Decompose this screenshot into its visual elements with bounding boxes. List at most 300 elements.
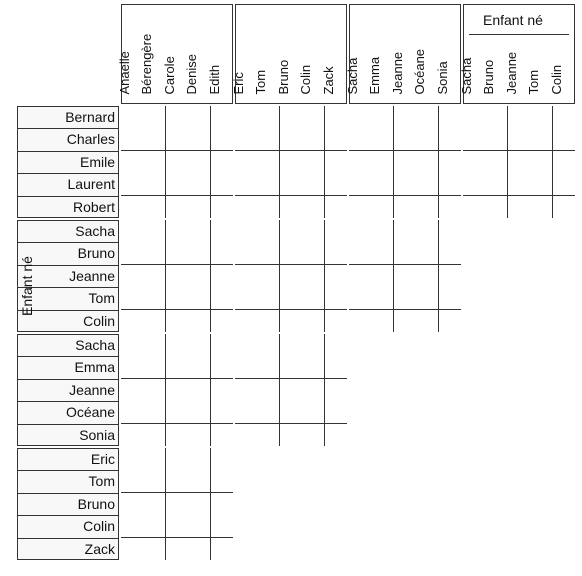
grid-cell[interactable] [121,379,144,402]
grid-cell[interactable] [121,470,144,493]
grid-cell[interactable] [530,173,553,196]
grid-cell[interactable] [235,151,258,174]
grid-cell[interactable] [394,196,417,218]
grid-cell[interactable] [371,242,394,265]
grid-cell[interactable] [211,151,233,174]
grid-cell[interactable] [439,310,461,332]
grid-cell[interactable] [121,106,144,129]
grid-cell[interactable] [416,220,439,243]
grid-cell[interactable] [143,401,166,424]
grid-cell[interactable] [166,379,189,402]
grid-cell[interactable] [553,106,575,129]
grid-cell[interactable] [463,173,486,196]
grid-cell[interactable] [508,106,531,129]
grid-cell[interactable] [371,265,394,288]
row-label: Sacha [75,223,115,239]
grid-cell[interactable] [280,220,303,243]
column-label [320,4,347,104]
grid-cell[interactable] [235,265,258,288]
grid-cell[interactable] [188,424,211,446]
grid-cell[interactable] [485,173,508,196]
grid-cell[interactable] [143,493,166,516]
grid-cell[interactable] [302,379,325,402]
grid-cell[interactable] [211,401,233,424]
grid-cell[interactable] [280,265,303,288]
grid-cell[interactable] [394,151,417,174]
grid-cell[interactable] [188,265,211,288]
grid-cell[interactable] [188,242,211,265]
grid-cell[interactable] [280,310,303,332]
grid-cell[interactable] [325,334,347,357]
grid-cell[interactable] [394,220,417,243]
grid-cell[interactable] [439,196,461,218]
grid-cell[interactable] [349,265,372,288]
grid-cell[interactable] [121,220,144,243]
grid-cell[interactable] [211,424,233,446]
grid-cell[interactable] [143,242,166,265]
column-label-text: Colin [298,64,314,95]
grid-cell[interactable] [302,173,325,196]
grid-cell[interactable] [143,424,166,446]
row-label: Tom [88,290,115,307]
grid-cell[interactable] [416,128,439,151]
grid-cell[interactable] [211,538,233,560]
grid-cell[interactable] [302,401,325,424]
grid-cell[interactable] [257,265,280,288]
grid-cell[interactable] [257,424,280,446]
row-label: Colin [83,518,115,535]
grid-cell[interactable] [188,379,211,402]
grid-cell[interactable] [235,356,258,379]
grid-cell[interactable] [280,356,303,379]
grid-cell[interactable] [349,287,372,310]
grid-cell[interactable] [211,128,233,151]
grid-cell[interactable] [121,493,144,516]
grid-cell[interactable] [211,334,233,357]
grid-cell[interactable] [394,265,417,288]
grid-cell[interactable] [188,310,211,332]
grid-cell[interactable] [188,356,211,379]
grid-cell[interactable] [121,310,144,332]
grid-cell[interactable] [166,287,189,310]
grid-cell[interactable] [349,106,372,129]
grid-cell[interactable] [280,424,303,446]
grid-cell[interactable] [530,151,553,174]
grid-cell[interactable] [349,151,372,174]
column-label-text: Jeanne [389,51,405,95]
grid-cell[interactable] [325,379,347,402]
grid-cell[interactable] [143,470,166,493]
grid-cell[interactable] [371,196,394,218]
grid-cell[interactable] [325,151,347,174]
grid-cell[interactable] [302,196,325,218]
row-label: Emile [79,153,115,170]
grid-cell[interactable] [463,151,486,174]
grid-cell[interactable] [485,128,508,151]
grid-cell[interactable] [325,220,347,243]
grid-cell[interactable] [143,356,166,379]
grid-cell[interactable] [121,515,144,538]
grid-cell[interactable] [371,151,394,174]
grid-cell[interactable] [166,334,189,357]
grid-cell[interactable] [349,310,372,332]
grid-cell[interactable] [121,287,144,310]
grid-cell[interactable] [394,310,417,332]
grid-cell[interactable] [143,151,166,174]
grid-cell[interactable] [188,151,211,174]
row-separator [17,493,119,494]
grid-cell[interactable] [416,173,439,196]
grid-cell[interactable] [302,220,325,243]
grid-block [349,106,461,218]
grid-block [235,334,347,446]
grid-cell[interactable] [280,173,303,196]
grid-cell[interactable] [143,310,166,332]
grid-cell[interactable] [235,128,258,151]
grid-cell[interactable] [121,401,144,424]
row-separator [17,128,119,129]
grid-cell[interactable] [188,196,211,218]
grid-cell[interactable] [121,334,144,357]
grid-cell[interactable] [121,538,144,560]
grid-block [121,220,233,332]
grid-cell[interactable] [485,106,508,129]
grid-cell[interactable] [121,265,144,288]
grid-cell[interactable] [166,470,189,493]
grid-cell[interactable] [325,196,347,218]
grid-cell[interactable] [143,379,166,402]
grid-cell[interactable] [211,515,233,538]
column-label-text: Edith [206,64,222,95]
grid-cell[interactable] [188,401,211,424]
grid-cell[interactable] [235,287,258,310]
grid-cell[interactable] [211,493,233,516]
grid-cell[interactable] [530,196,553,218]
grid-cell[interactable] [211,196,233,218]
grid-cell[interactable] [166,106,189,129]
row-label: Sacha [75,337,115,353]
row-separator [17,515,119,516]
grid-cell[interactable] [166,448,189,471]
grid-cell[interactable] [439,106,461,129]
grid-cell[interactable] [211,287,233,310]
column-label [434,4,461,104]
grid-cell[interactable] [349,242,372,265]
row-separator [17,424,119,425]
grid-cell[interactable] [257,287,280,310]
grid-cell[interactable] [302,334,325,357]
grid-cell[interactable] [188,538,211,560]
grid-cell[interactable] [439,265,461,288]
column-label-text: Carole [161,56,177,95]
grid-cell[interactable] [553,173,575,196]
grid-cell[interactable] [508,151,531,174]
grid-cell[interactable] [325,287,347,310]
grid-cell[interactable] [302,242,325,265]
grid-cell[interactable] [257,242,280,265]
grid-cell[interactable] [439,220,461,243]
grid-cell[interactable] [508,128,531,151]
grid-cell[interactable] [188,220,211,243]
row-separator [17,401,119,402]
row-label: Zack [84,540,115,557]
grid-cell[interactable] [121,356,144,379]
grid-cell[interactable] [235,310,258,332]
grid-cell[interactable] [439,173,461,196]
column-label-text: Sonia [434,61,450,95]
grid-cell[interactable] [302,356,325,379]
grid-cell[interactable] [257,128,280,151]
grid-cell[interactable] [188,448,211,471]
grid-cell[interactable] [188,493,211,516]
grid-cell[interactable] [325,310,347,332]
grid-cell[interactable] [530,106,553,129]
row-separator [17,242,119,243]
grid-cell[interactable] [166,424,189,446]
grid-cell[interactable] [394,287,417,310]
column-label-text: Emma [367,56,383,95]
grid-cell[interactable] [143,173,166,196]
grid-cell[interactable] [166,242,189,265]
grid-cell[interactable] [143,334,166,357]
grid-cell[interactable] [257,356,280,379]
grid-cell[interactable] [235,401,258,424]
column-label [206,4,233,104]
grid-cell[interactable] [302,106,325,129]
grid-cell[interactable] [121,128,144,151]
column-label-text: Denise [184,54,200,95]
grid-cell[interactable] [280,128,303,151]
grid-cell[interactable] [553,151,575,174]
grid-cell[interactable] [280,106,303,129]
grid-cell[interactable] [280,287,303,310]
grid-cell[interactable] [280,242,303,265]
grid-cell[interactable] [211,470,233,493]
row-label: Sonia [79,426,115,443]
grid-block [235,106,347,218]
grid-cell[interactable] [416,106,439,129]
column-label-text: Colin [548,64,564,95]
grid-cell[interactable] [235,334,258,357]
grid-cell[interactable] [211,265,233,288]
grid-cell[interactable] [302,287,325,310]
grid-cell[interactable] [463,106,486,129]
grid-cell[interactable] [463,128,486,151]
grid-cell[interactable] [508,173,531,196]
grid-cell[interactable] [257,106,280,129]
grid-cell[interactable] [325,356,347,379]
row-label: Charles [66,131,115,148]
grid-cell[interactable] [235,242,258,265]
grid-cell[interactable] [349,173,372,196]
grid-cell[interactable] [188,515,211,538]
column-label-text: Eric [231,72,246,95]
column-label-text: Tom [526,69,542,95]
grid-cell[interactable] [143,128,166,151]
grid-cell[interactable] [371,310,394,332]
grid-cell[interactable] [143,196,166,218]
grid-cell[interactable] [188,470,211,493]
column-label [548,4,575,104]
grid-cell[interactable] [211,448,233,471]
grid-cell[interactable] [143,515,166,538]
grid-cell[interactable] [143,106,166,129]
grid-cell[interactable] [416,310,439,332]
grid-cell[interactable] [325,424,347,446]
grid-cell[interactable] [371,220,394,243]
grid-cell[interactable] [416,242,439,265]
row-separator [17,379,119,380]
grid-cell[interactable] [188,106,211,129]
grid-cell[interactable] [394,173,417,196]
grid-cell[interactable] [235,173,258,196]
row-separator [17,173,119,174]
grid-cell[interactable] [257,310,280,332]
grid-cell[interactable] [325,265,347,288]
grid-cell[interactable] [530,128,553,151]
grid-cell[interactable] [121,242,144,265]
grid-cell[interactable] [121,448,144,471]
grid-cell[interactable] [166,173,189,196]
grid-cell[interactable] [416,287,439,310]
grid-cell[interactable] [416,265,439,288]
row-label: Jeanne [69,381,115,398]
grid-cell[interactable] [439,151,461,174]
grid-cell[interactable] [166,151,189,174]
grid-cell[interactable] [257,220,280,243]
grid-cell[interactable] [166,310,189,332]
grid-cell[interactable] [280,334,303,357]
grid-block [121,448,233,560]
grid-cell[interactable] [121,173,144,196]
grid-cell[interactable] [439,128,461,151]
grid-cell[interactable] [143,538,166,560]
grid-cell[interactable] [211,242,233,265]
grid-cell[interactable] [257,196,280,218]
grid-cell[interactable] [211,106,233,129]
row-label: Robert [72,198,115,215]
grid-cell[interactable] [235,106,258,129]
grid-cell[interactable] [485,196,508,218]
grid-cell[interactable] [280,401,303,424]
grid-cell[interactable] [349,196,372,218]
grid-cell[interactable] [280,379,303,402]
grid-cell[interactable] [121,196,144,218]
grid-cell[interactable] [508,196,531,218]
grid-cell[interactable] [166,538,189,560]
grid-cell[interactable] [280,196,303,218]
grid-cell[interactable] [349,128,372,151]
grid-cell[interactable] [121,151,144,174]
grid-cell[interactable] [439,287,461,310]
grid-cell[interactable] [325,173,347,196]
grid-cell[interactable] [166,265,189,288]
grid-cell[interactable] [553,196,575,218]
grid-cell[interactable] [371,106,394,129]
column-label-text: Bérengère [139,33,155,95]
row-label: Tom [88,473,115,490]
grid-cell[interactable] [188,334,211,357]
grid-cell[interactable] [302,424,325,446]
row-separator [17,470,119,471]
grid-cell[interactable] [166,356,189,379]
grid-cell[interactable] [211,310,233,332]
grid-cell[interactable] [302,265,325,288]
grid-cell[interactable] [257,334,280,357]
grid-cell[interactable] [143,220,166,243]
grid-block [463,106,575,218]
grid-cell[interactable] [211,379,233,402]
grid-cell[interactable] [211,356,233,379]
grid-cell[interactable] [302,128,325,151]
grid-cell[interactable] [235,424,258,446]
grid-cell[interactable] [166,515,189,538]
row-label: Bernard [65,109,115,125]
grid-cell[interactable] [121,424,144,446]
grid-cell[interactable] [166,128,189,151]
column-group-title: Enfant né [483,12,543,28]
grid-cell[interactable] [463,196,486,218]
row-separator [17,538,119,539]
grid-cell[interactable] [371,173,394,196]
grid-cell[interactable] [166,220,189,243]
grid-cell[interactable] [143,287,166,310]
grid-cell[interactable] [166,493,189,516]
grid-cell[interactable] [280,151,303,174]
grid-cell[interactable] [302,151,325,174]
grid-cell[interactable] [485,151,508,174]
grid-cell[interactable] [235,196,258,218]
grid-cell[interactable] [188,287,211,310]
grid-cell[interactable] [257,151,280,174]
column-label-text: Bruno [275,59,291,95]
row-label: Océane [65,404,115,421]
grid-cell[interactable] [371,128,394,151]
grid-cell[interactable] [211,173,233,196]
grid-cell[interactable] [257,379,280,402]
grid-cell[interactable] [257,401,280,424]
grid-cell[interactable] [143,265,166,288]
grid-cell[interactable] [325,106,347,129]
grid-cell[interactable] [416,151,439,174]
grid-cell[interactable] [416,196,439,218]
grid-cell[interactable] [166,196,189,218]
row-label: Laurent [67,176,115,193]
grid-cell[interactable] [394,128,417,151]
column-label-text: Sacha [459,57,474,95]
grid-cell[interactable] [302,310,325,332]
grid-cell[interactable] [349,220,372,243]
grid-cell[interactable] [211,220,233,243]
grid-cell[interactable] [143,448,166,471]
grid-cell[interactable] [257,173,280,196]
grid-cell[interactable] [439,242,461,265]
grid-cell[interactable] [371,287,394,310]
grid-cell[interactable] [235,379,258,402]
row-separator [17,151,119,152]
grid-cell[interactable] [166,401,189,424]
grid-cell[interactable] [394,106,417,129]
grid-cell[interactable] [188,128,211,151]
grid-cell[interactable] [325,401,347,424]
grid-cell[interactable] [325,128,347,151]
grid-cell[interactable] [188,173,211,196]
grid-cell[interactable] [235,220,258,243]
grid-cell[interactable] [325,242,347,265]
grid-cell[interactable] [394,242,417,265]
grid-block [235,220,347,332]
grid-cell[interactable] [553,128,575,151]
